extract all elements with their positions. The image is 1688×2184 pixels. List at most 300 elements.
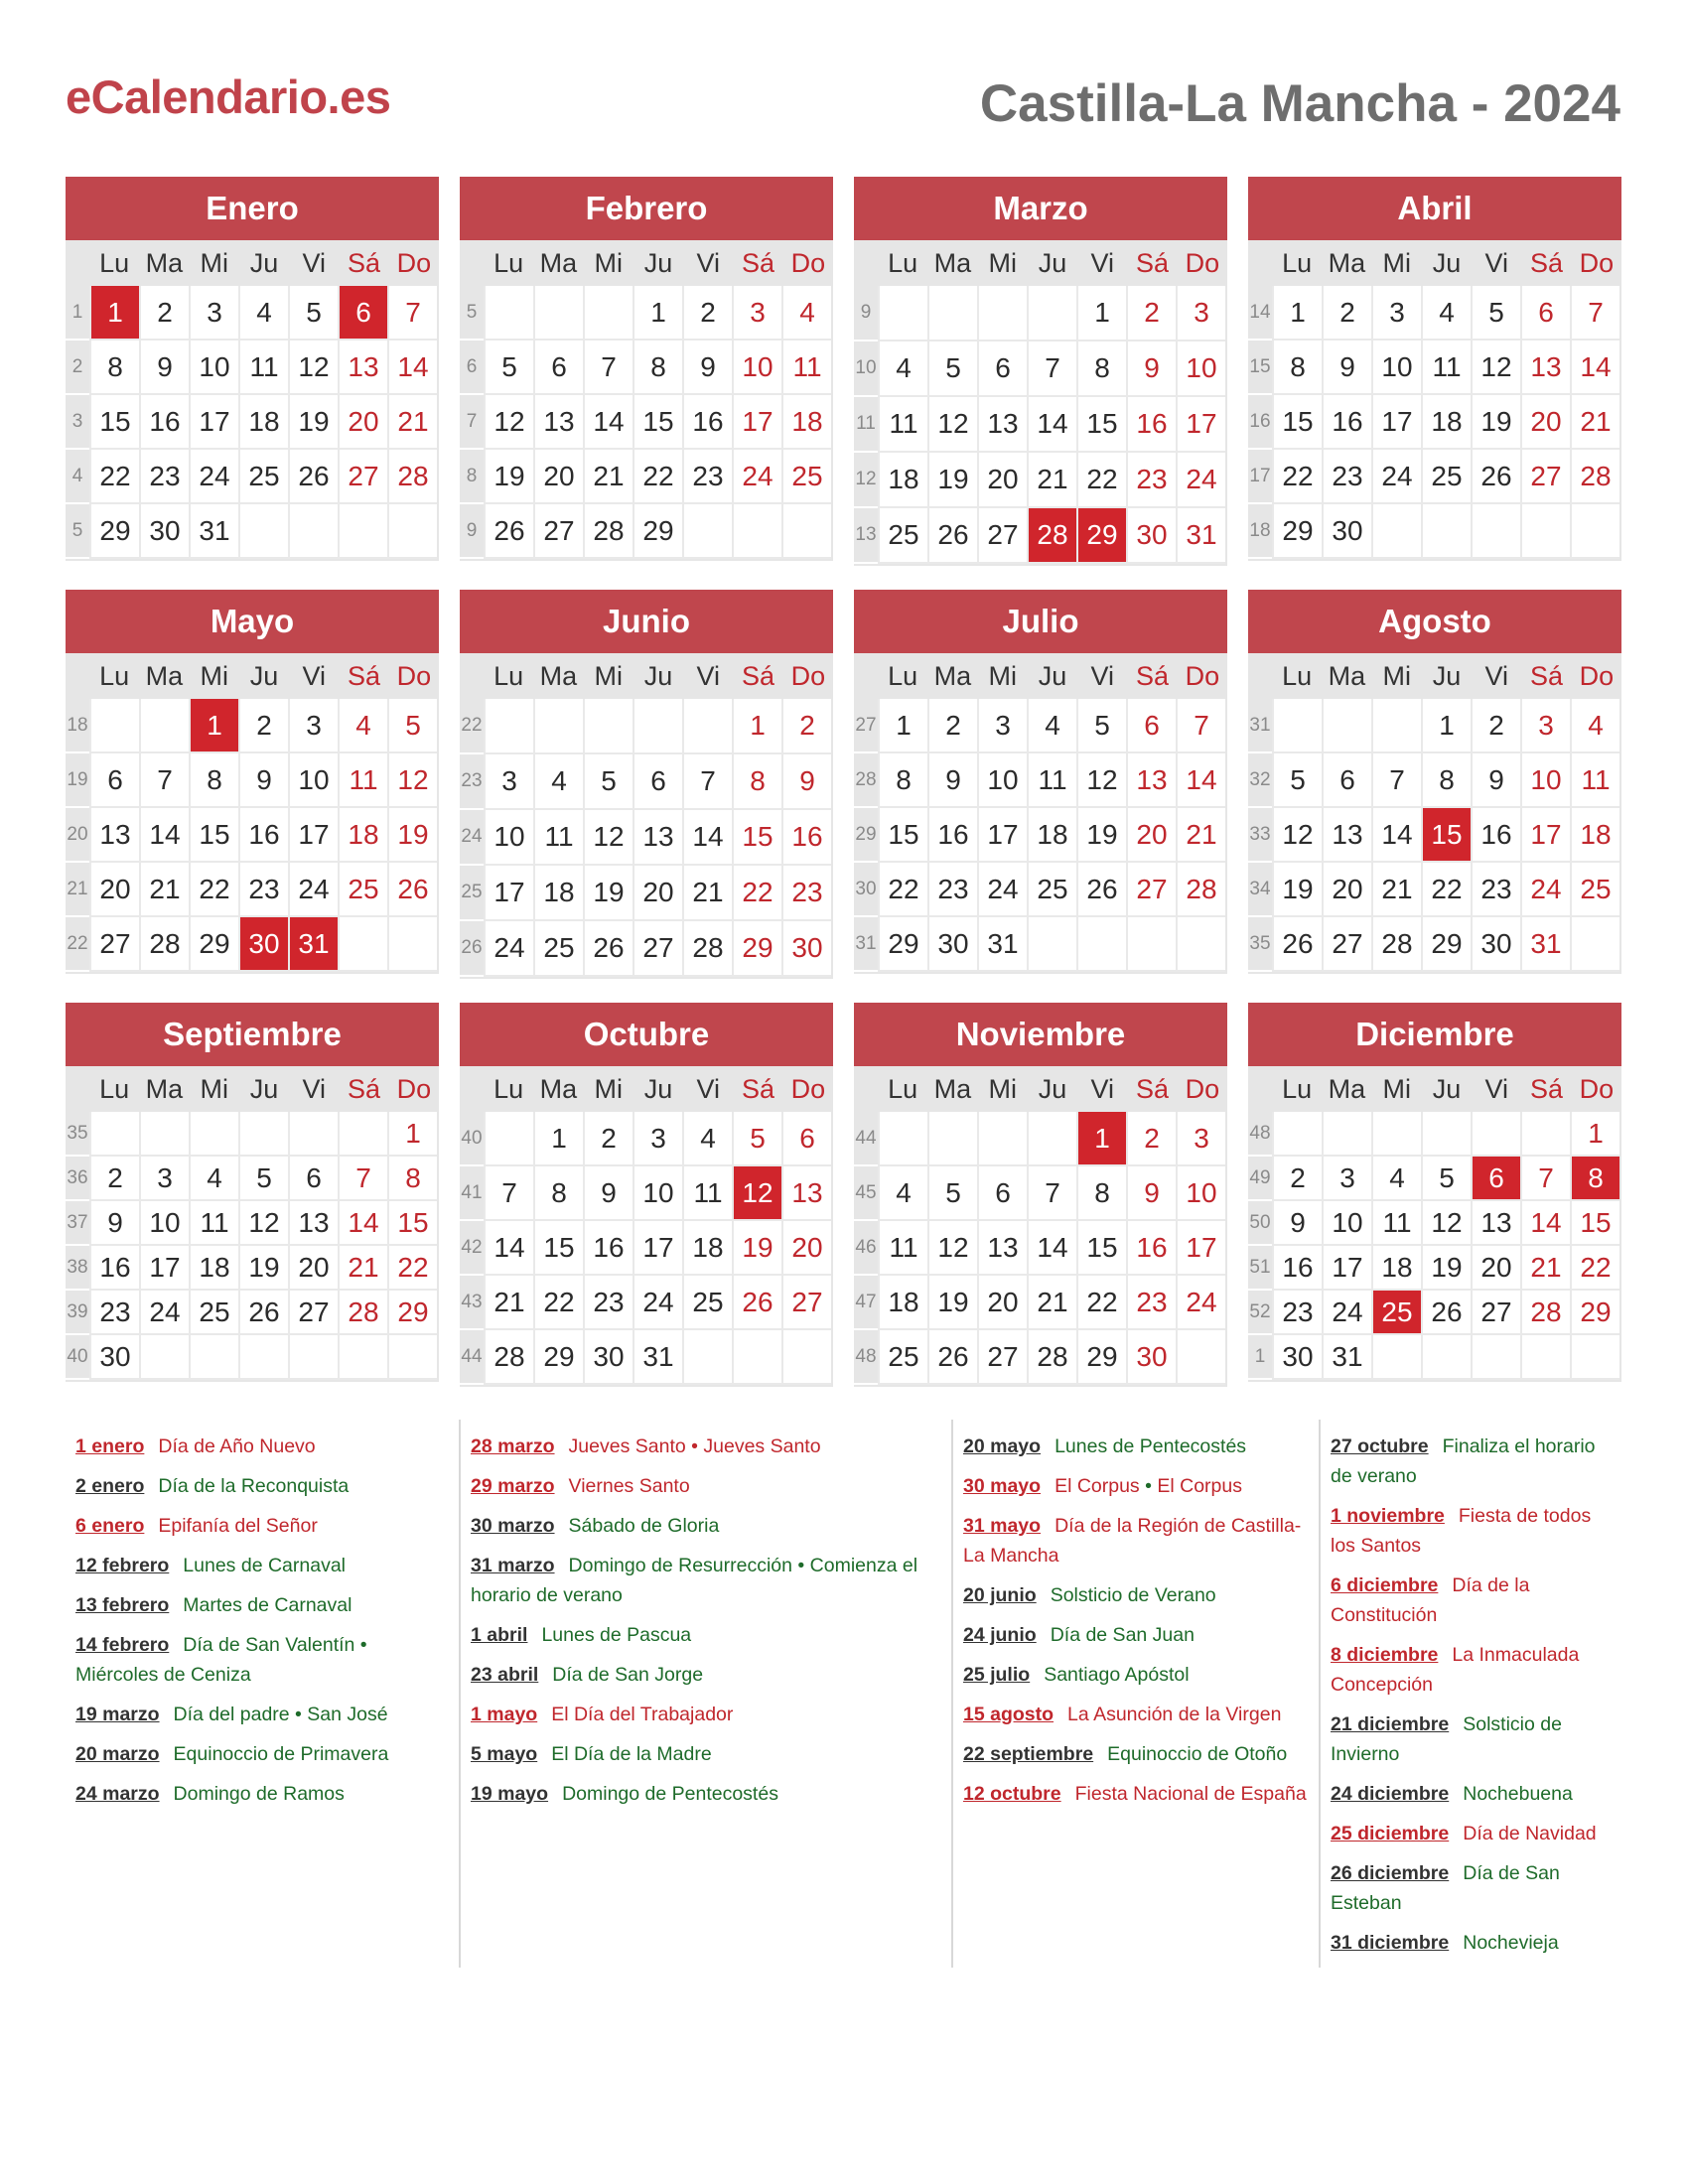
day-cell[interactable]: 19	[583, 866, 633, 921]
day-cell[interactable]: 5	[238, 1157, 288, 1201]
day-cell[interactable]: 23	[1126, 1276, 1176, 1330]
day-cell[interactable]: 28	[1176, 863, 1225, 917]
day-cell[interactable]: 12	[927, 1221, 977, 1276]
day-cell[interactable]: 16	[781, 810, 831, 866]
day-cell[interactable]: 17	[288, 808, 338, 863]
day-cell[interactable]: 19	[1421, 1246, 1471, 1291]
day-cell[interactable]: 4	[878, 1166, 927, 1221]
day-cell[interactable]: 23	[238, 863, 288, 917]
day-cell[interactable]: 25	[189, 1291, 238, 1335]
day-cell[interactable]: 16	[238, 808, 288, 863]
holiday-date[interactable]: 20 junio	[963, 1584, 1037, 1606]
day-cell[interactable]: 8	[732, 754, 781, 810]
day-cell[interactable]: 3	[1322, 1157, 1371, 1201]
day-cell[interactable]: 15	[633, 395, 682, 450]
holiday-date[interactable]: 23 abril	[471, 1664, 539, 1686]
day-cell[interactable]: 21	[682, 866, 732, 921]
day-cell[interactable]: 26	[238, 1291, 288, 1335]
day-cell[interactable]: 27	[977, 1330, 1027, 1385]
holiday-date[interactable]: 12 febrero	[75, 1555, 170, 1576]
day-cell[interactable]: 14	[682, 810, 732, 866]
day-cell[interactable]: 2	[1471, 699, 1520, 753]
holiday-date[interactable]: 31 diciembre	[1331, 1932, 1450, 1954]
day-cell[interactable]: 4	[781, 286, 831, 341]
day-cell[interactable]: 6	[977, 1166, 1027, 1221]
day-cell[interactable]: 9	[238, 753, 288, 808]
day-cell[interactable]: 1	[189, 699, 238, 753]
day-cell[interactable]: 1	[1570, 1112, 1619, 1157]
day-cell[interactable]: 22	[1076, 453, 1126, 508]
day-cell[interactable]: 5	[927, 1166, 977, 1221]
day-cell[interactable]: 6	[1471, 1157, 1520, 1201]
day-cell[interactable]: 13	[633, 810, 682, 866]
day-cell[interactable]: 14	[1027, 397, 1076, 453]
day-cell[interactable]: 26	[1076, 863, 1126, 917]
day-cell[interactable]: 6	[977, 341, 1027, 397]
day-cell[interactable]: 17	[732, 395, 781, 450]
day-cell[interactable]: 21	[387, 395, 437, 450]
day-cell[interactable]: 1	[732, 699, 781, 754]
day-cell[interactable]: 17	[1520, 808, 1570, 863]
holiday-date[interactable]: 30 marzo	[471, 1515, 555, 1537]
day-cell[interactable]: 13	[781, 1166, 831, 1221]
day-cell[interactable]: 12	[1076, 753, 1126, 808]
holiday-date[interactable]: 20 marzo	[75, 1743, 160, 1765]
day-cell[interactable]: 14	[338, 1201, 387, 1246]
day-cell[interactable]: 3	[633, 1112, 682, 1166]
day-cell[interactable]: 31	[633, 1330, 682, 1385]
day-cell[interactable]: 15	[89, 395, 139, 450]
day-cell[interactable]: 10	[732, 341, 781, 395]
day-cell[interactable]: 18	[1421, 395, 1471, 450]
day-cell[interactable]: 20	[781, 1221, 831, 1276]
day-cell[interactable]: 25	[682, 1276, 732, 1330]
day-cell[interactable]: 13	[1126, 753, 1176, 808]
day-cell[interactable]: 20	[1520, 395, 1570, 450]
day-cell[interactable]: 28	[583, 504, 633, 559]
day-cell[interactable]: 23	[139, 450, 189, 504]
day-cell[interactable]: 26	[927, 1330, 977, 1385]
day-cell[interactable]: 10	[977, 753, 1027, 808]
holiday-date[interactable]: 1 mayo	[471, 1704, 538, 1725]
day-cell[interactable]: 2	[781, 699, 831, 754]
day-cell[interactable]: 14	[484, 1221, 533, 1276]
day-cell[interactable]: 4	[1371, 1157, 1421, 1201]
holiday-date[interactable]: 20 mayo	[963, 1435, 1042, 1457]
day-cell[interactable]: 7	[583, 341, 633, 395]
day-cell[interactable]: 25	[338, 863, 387, 917]
day-cell[interactable]: 18	[878, 453, 927, 508]
day-cell[interactable]: 20	[533, 450, 583, 504]
day-cell[interactable]: 31	[288, 917, 338, 972]
day-cell[interactable]: 29	[189, 917, 238, 972]
day-cell[interactable]: 18	[238, 395, 288, 450]
day-cell[interactable]: 23	[1471, 863, 1520, 917]
day-cell[interactable]: 28	[682, 921, 732, 977]
day-cell[interactable]: 18	[878, 1276, 927, 1330]
day-cell[interactable]: 5	[387, 699, 437, 753]
day-cell[interactable]: 10	[1176, 1166, 1225, 1221]
day-cell[interactable]: 21	[1371, 863, 1421, 917]
day-cell[interactable]: 22	[533, 1276, 583, 1330]
holiday-date[interactable]: 6 diciembre	[1331, 1574, 1439, 1596]
day-cell[interactable]: 15	[1421, 808, 1471, 863]
day-cell[interactable]: 18	[1371, 1246, 1421, 1291]
day-cell[interactable]: 17	[1176, 1221, 1225, 1276]
day-cell[interactable]: 7	[1371, 753, 1421, 808]
day-cell[interactable]: 12	[927, 397, 977, 453]
day-cell[interactable]: 11	[189, 1201, 238, 1246]
day-cell[interactable]: 15	[732, 810, 781, 866]
day-cell[interactable]: 30	[1126, 1330, 1176, 1385]
day-cell[interactable]: 4	[1570, 699, 1619, 753]
day-cell[interactable]: 17	[977, 808, 1027, 863]
day-cell[interactable]: 16	[1126, 1221, 1176, 1276]
day-cell[interactable]: 8	[1076, 1166, 1126, 1221]
day-cell[interactable]: 24	[1176, 453, 1225, 508]
day-cell[interactable]: 16	[139, 395, 189, 450]
day-cell[interactable]: 2	[1272, 1157, 1322, 1201]
day-cell[interactable]: 1	[533, 1112, 583, 1166]
day-cell[interactable]: 29	[1421, 917, 1471, 972]
day-cell[interactable]: 2	[89, 1157, 139, 1201]
day-cell[interactable]: 15	[878, 808, 927, 863]
day-cell[interactable]: 30	[927, 917, 977, 972]
day-cell[interactable]: 9	[1126, 341, 1176, 397]
day-cell[interactable]: 19	[484, 450, 533, 504]
day-cell[interactable]: 13	[977, 397, 1027, 453]
day-cell[interactable]: 20	[977, 1276, 1027, 1330]
day-cell[interactable]: 10	[633, 1166, 682, 1221]
day-cell[interactable]: 29	[533, 1330, 583, 1385]
day-cell[interactable]: 11	[338, 753, 387, 808]
day-cell[interactable]: 1	[387, 1112, 437, 1157]
day-cell[interactable]: 12	[238, 1201, 288, 1246]
day-cell[interactable]: 3	[977, 699, 1027, 753]
day-cell[interactable]: 20	[1471, 1246, 1520, 1291]
day-cell[interactable]: 19	[1076, 808, 1126, 863]
day-cell[interactable]: 1	[1272, 286, 1322, 341]
holiday-date[interactable]: 1 abril	[471, 1624, 528, 1646]
day-cell[interactable]: 17	[139, 1246, 189, 1291]
day-cell[interactable]: 6	[338, 286, 387, 341]
day-cell[interactable]: 20	[338, 395, 387, 450]
day-cell[interactable]: 8	[189, 753, 238, 808]
day-cell[interactable]: 27	[781, 1276, 831, 1330]
holiday-date[interactable]: 26 diciembre	[1331, 1862, 1450, 1884]
day-cell[interactable]: 31	[189, 504, 238, 559]
day-cell[interactable]: 28	[1027, 508, 1076, 564]
day-cell[interactable]: 21	[1176, 808, 1225, 863]
day-cell[interactable]: 25	[1570, 863, 1619, 917]
holiday-date[interactable]: 25 diciembre	[1331, 1823, 1450, 1844]
day-cell[interactable]: 8	[633, 341, 682, 395]
day-cell[interactable]: 22	[1570, 1246, 1619, 1291]
holiday-date[interactable]: 6 enero	[75, 1515, 145, 1537]
day-cell[interactable]: 25	[533, 921, 583, 977]
day-cell[interactable]: 12	[1421, 1201, 1471, 1246]
day-cell[interactable]: 10	[484, 810, 533, 866]
day-cell[interactable]: 27	[338, 450, 387, 504]
day-cell[interactable]: 30	[781, 921, 831, 977]
day-cell[interactable]: 28	[484, 1330, 533, 1385]
day-cell[interactable]: 20	[89, 863, 139, 917]
holiday-date[interactable]: 1 noviembre	[1331, 1505, 1445, 1527]
day-cell[interactable]: 5	[927, 341, 977, 397]
day-cell[interactable]: 20	[977, 453, 1027, 508]
day-cell[interactable]: 26	[583, 921, 633, 977]
site-logo[interactable]: eCalendario.es	[66, 70, 391, 123]
day-cell[interactable]: 4	[189, 1157, 238, 1201]
day-cell[interactable]: 24	[1371, 450, 1421, 504]
day-cell[interactable]: 22	[732, 866, 781, 921]
day-cell[interactable]: 12	[484, 395, 533, 450]
holiday-date[interactable]: 1 enero	[75, 1435, 145, 1457]
day-cell[interactable]: 1	[878, 699, 927, 753]
day-cell[interactable]: 30	[139, 504, 189, 559]
day-cell[interactable]: 2	[1126, 1112, 1176, 1166]
holiday-date[interactable]: 8 diciembre	[1331, 1644, 1439, 1666]
day-cell[interactable]: 31	[1176, 508, 1225, 564]
day-cell[interactable]: 7	[1027, 341, 1076, 397]
day-cell[interactable]: 16	[682, 395, 732, 450]
day-cell[interactable]: 9	[1471, 753, 1520, 808]
day-cell[interactable]: 17	[1176, 397, 1225, 453]
holiday-date[interactable]: 24 marzo	[75, 1783, 160, 1805]
day-cell[interactable]: 11	[238, 341, 288, 395]
day-cell[interactable]: 3	[732, 286, 781, 341]
day-cell[interactable]: 2	[682, 286, 732, 341]
day-cell[interactable]: 25	[781, 450, 831, 504]
day-cell[interactable]: 2	[1126, 286, 1176, 341]
day-cell[interactable]: 28	[139, 917, 189, 972]
day-cell[interactable]: 20	[1126, 808, 1176, 863]
day-cell[interactable]: 16	[1322, 395, 1371, 450]
holiday-date[interactable]: 21 diciembre	[1331, 1713, 1450, 1735]
day-cell[interactable]: 22	[189, 863, 238, 917]
day-cell[interactable]: 23	[1272, 1291, 1322, 1335]
day-cell[interactable]: 21	[1027, 453, 1076, 508]
day-cell[interactable]: 30	[1126, 508, 1176, 564]
day-cell[interactable]: 2	[139, 286, 189, 341]
day-cell[interactable]: 24	[633, 1276, 682, 1330]
holiday-date[interactable]: 15 agosto	[963, 1704, 1055, 1725]
day-cell[interactable]: 16	[89, 1246, 139, 1291]
day-cell[interactable]: 27	[977, 508, 1027, 564]
day-cell[interactable]: 14	[1570, 341, 1619, 395]
day-cell[interactable]: 28	[1371, 917, 1421, 972]
day-cell[interactable]: 30	[1272, 1335, 1322, 1380]
day-cell[interactable]: 9	[1272, 1201, 1322, 1246]
day-cell[interactable]: 26	[927, 508, 977, 564]
day-cell[interactable]: 4	[1421, 286, 1471, 341]
day-cell[interactable]: 2	[927, 699, 977, 753]
day-cell[interactable]: 7	[484, 1166, 533, 1221]
day-cell[interactable]: 12	[732, 1166, 781, 1221]
day-cell[interactable]: 24	[1176, 1276, 1225, 1330]
day-cell[interactable]: 12	[387, 753, 437, 808]
day-cell[interactable]: 29	[1272, 504, 1322, 559]
day-cell[interactable]: 23	[781, 866, 831, 921]
day-cell[interactable]: 17	[189, 395, 238, 450]
day-cell[interactable]: 25	[1027, 863, 1076, 917]
day-cell[interactable]: 24	[732, 450, 781, 504]
day-cell[interactable]: 3	[139, 1157, 189, 1201]
day-cell[interactable]: 17	[1322, 1246, 1371, 1291]
day-cell[interactable]: 18	[533, 866, 583, 921]
holiday-date[interactable]: 19 mayo	[471, 1783, 549, 1805]
holiday-date[interactable]: 25 julio	[963, 1664, 1031, 1686]
day-cell[interactable]: 8	[1272, 341, 1322, 395]
day-cell[interactable]: 6	[1520, 286, 1570, 341]
day-cell[interactable]: 4	[878, 341, 927, 397]
day-cell[interactable]: 10	[189, 341, 238, 395]
holiday-date[interactable]: 30 mayo	[963, 1475, 1042, 1497]
day-cell[interactable]: 7	[682, 754, 732, 810]
holiday-date[interactable]: 19 marzo	[75, 1704, 160, 1725]
day-cell[interactable]: 22	[1421, 863, 1471, 917]
day-cell[interactable]: 24	[1520, 863, 1570, 917]
day-cell[interactable]: 15	[533, 1221, 583, 1276]
day-cell[interactable]: 10	[1371, 341, 1421, 395]
day-cell[interactable]: 12	[1471, 341, 1520, 395]
day-cell[interactable]: 10	[1520, 753, 1570, 808]
day-cell[interactable]: 26	[484, 504, 533, 559]
day-cell[interactable]: 22	[387, 1246, 437, 1291]
day-cell[interactable]: 9	[139, 341, 189, 395]
day-cell[interactable]: 13	[977, 1221, 1027, 1276]
day-cell[interactable]: 3	[1371, 286, 1421, 341]
day-cell[interactable]: 26	[387, 863, 437, 917]
day-cell[interactable]: 1	[1076, 1112, 1126, 1166]
day-cell[interactable]: 15	[1570, 1201, 1619, 1246]
day-cell[interactable]: 4	[338, 699, 387, 753]
day-cell[interactable]: 1	[1076, 286, 1126, 341]
day-cell[interactable]: 21	[484, 1276, 533, 1330]
day-cell[interactable]: 14	[1520, 1201, 1570, 1246]
day-cell[interactable]: 8	[387, 1157, 437, 1201]
day-cell[interactable]: 27	[1471, 1291, 1520, 1335]
day-cell[interactable]: 8	[89, 341, 139, 395]
day-cell[interactable]: 15	[387, 1201, 437, 1246]
day-cell[interactable]: 22	[878, 863, 927, 917]
day-cell[interactable]: 19	[732, 1221, 781, 1276]
day-cell[interactable]: 30	[89, 1335, 139, 1380]
day-cell[interactable]: 23	[682, 450, 732, 504]
day-cell[interactable]: 16	[1471, 808, 1520, 863]
day-cell[interactable]: 26	[1471, 450, 1520, 504]
day-cell[interactable]: 24	[189, 450, 238, 504]
day-cell[interactable]: 19	[927, 1276, 977, 1330]
day-cell[interactable]: 26	[1272, 917, 1322, 972]
day-cell[interactable]: 21	[1570, 395, 1619, 450]
day-cell[interactable]: 25	[238, 450, 288, 504]
day-cell[interactable]: 25	[878, 1330, 927, 1385]
day-cell[interactable]: 13	[1322, 808, 1371, 863]
day-cell[interactable]: 7	[1176, 699, 1225, 753]
day-cell[interactable]: 4	[682, 1112, 732, 1166]
day-cell[interactable]: 9	[781, 754, 831, 810]
day-cell[interactable]: 29	[732, 921, 781, 977]
day-cell[interactable]: 28	[1027, 1330, 1076, 1385]
day-cell[interactable]: 24	[484, 921, 533, 977]
day-cell[interactable]: 27	[633, 921, 682, 977]
day-cell[interactable]: 3	[1520, 699, 1570, 753]
holiday-date[interactable]: 14 febrero	[75, 1634, 170, 1656]
day-cell[interactable]: 28	[1520, 1291, 1570, 1335]
day-cell[interactable]: 30	[1322, 504, 1371, 559]
holiday-date[interactable]: 24 diciembre	[1331, 1783, 1450, 1805]
day-cell[interactable]: 6	[533, 341, 583, 395]
day-cell[interactable]: 5	[732, 1112, 781, 1166]
day-cell[interactable]: 12	[1272, 808, 1322, 863]
holiday-date[interactable]: 31 mayo	[963, 1515, 1042, 1537]
day-cell[interactable]: 11	[878, 1221, 927, 1276]
day-cell[interactable]: 12	[583, 810, 633, 866]
day-cell[interactable]: 1	[89, 286, 139, 341]
day-cell[interactable]: 18	[338, 808, 387, 863]
day-cell[interactable]: 4	[1027, 699, 1076, 753]
day-cell[interactable]: 8	[1421, 753, 1471, 808]
day-cell[interactable]: 1	[1421, 699, 1471, 753]
day-cell[interactable]: 23	[927, 863, 977, 917]
holiday-date[interactable]: 12 octubre	[963, 1783, 1061, 1805]
day-cell[interactable]: 24	[288, 863, 338, 917]
day-cell[interactable]: 5	[1471, 286, 1520, 341]
holiday-date[interactable]: 22 septiembre	[963, 1743, 1094, 1765]
day-cell[interactable]: 8	[1076, 341, 1126, 397]
day-cell[interactable]: 25	[1371, 1291, 1421, 1335]
day-cell[interactable]: 30	[238, 917, 288, 972]
day-cell[interactable]: 3	[288, 699, 338, 753]
day-cell[interactable]: 9	[682, 341, 732, 395]
day-cell[interactable]: 21	[139, 863, 189, 917]
day-cell[interactable]: 29	[387, 1291, 437, 1335]
day-cell[interactable]: 4	[238, 286, 288, 341]
day-cell[interactable]: 9	[583, 1166, 633, 1221]
day-cell[interactable]: 10	[1322, 1201, 1371, 1246]
day-cell[interactable]: 14	[1027, 1221, 1076, 1276]
day-cell[interactable]: 16	[1126, 397, 1176, 453]
day-cell[interactable]: 7	[387, 286, 437, 341]
holiday-date[interactable]: 24 junio	[963, 1624, 1037, 1646]
day-cell[interactable]: 27	[89, 917, 139, 972]
day-cell[interactable]: 29	[633, 504, 682, 559]
day-cell[interactable]: 29	[1570, 1291, 1619, 1335]
day-cell[interactable]: 18	[781, 395, 831, 450]
day-cell[interactable]: 5	[1076, 699, 1126, 753]
day-cell[interactable]: 13	[288, 1201, 338, 1246]
day-cell[interactable]: 15	[1076, 1221, 1126, 1276]
day-cell[interactable]: 5	[1272, 753, 1322, 808]
day-cell[interactable]: 7	[1570, 286, 1619, 341]
day-cell[interactable]: 9	[927, 753, 977, 808]
day-cell[interactable]: 6	[288, 1157, 338, 1201]
day-cell[interactable]: 7	[1027, 1166, 1076, 1221]
day-cell[interactable]: 13	[1471, 1201, 1520, 1246]
holiday-date[interactable]: 5 mayo	[471, 1743, 538, 1765]
day-cell[interactable]: 29	[1076, 508, 1126, 564]
day-cell[interactable]: 20	[633, 866, 682, 921]
day-cell[interactable]: 13	[89, 808, 139, 863]
day-cell[interactable]: 23	[1322, 450, 1371, 504]
day-cell[interactable]: 6	[89, 753, 139, 808]
day-cell[interactable]: 21	[338, 1246, 387, 1291]
day-cell[interactable]: 12	[288, 341, 338, 395]
holiday-date[interactable]: 27 octubre	[1331, 1435, 1429, 1457]
day-cell[interactable]: 10	[288, 753, 338, 808]
day-cell[interactable]: 21	[1027, 1276, 1076, 1330]
